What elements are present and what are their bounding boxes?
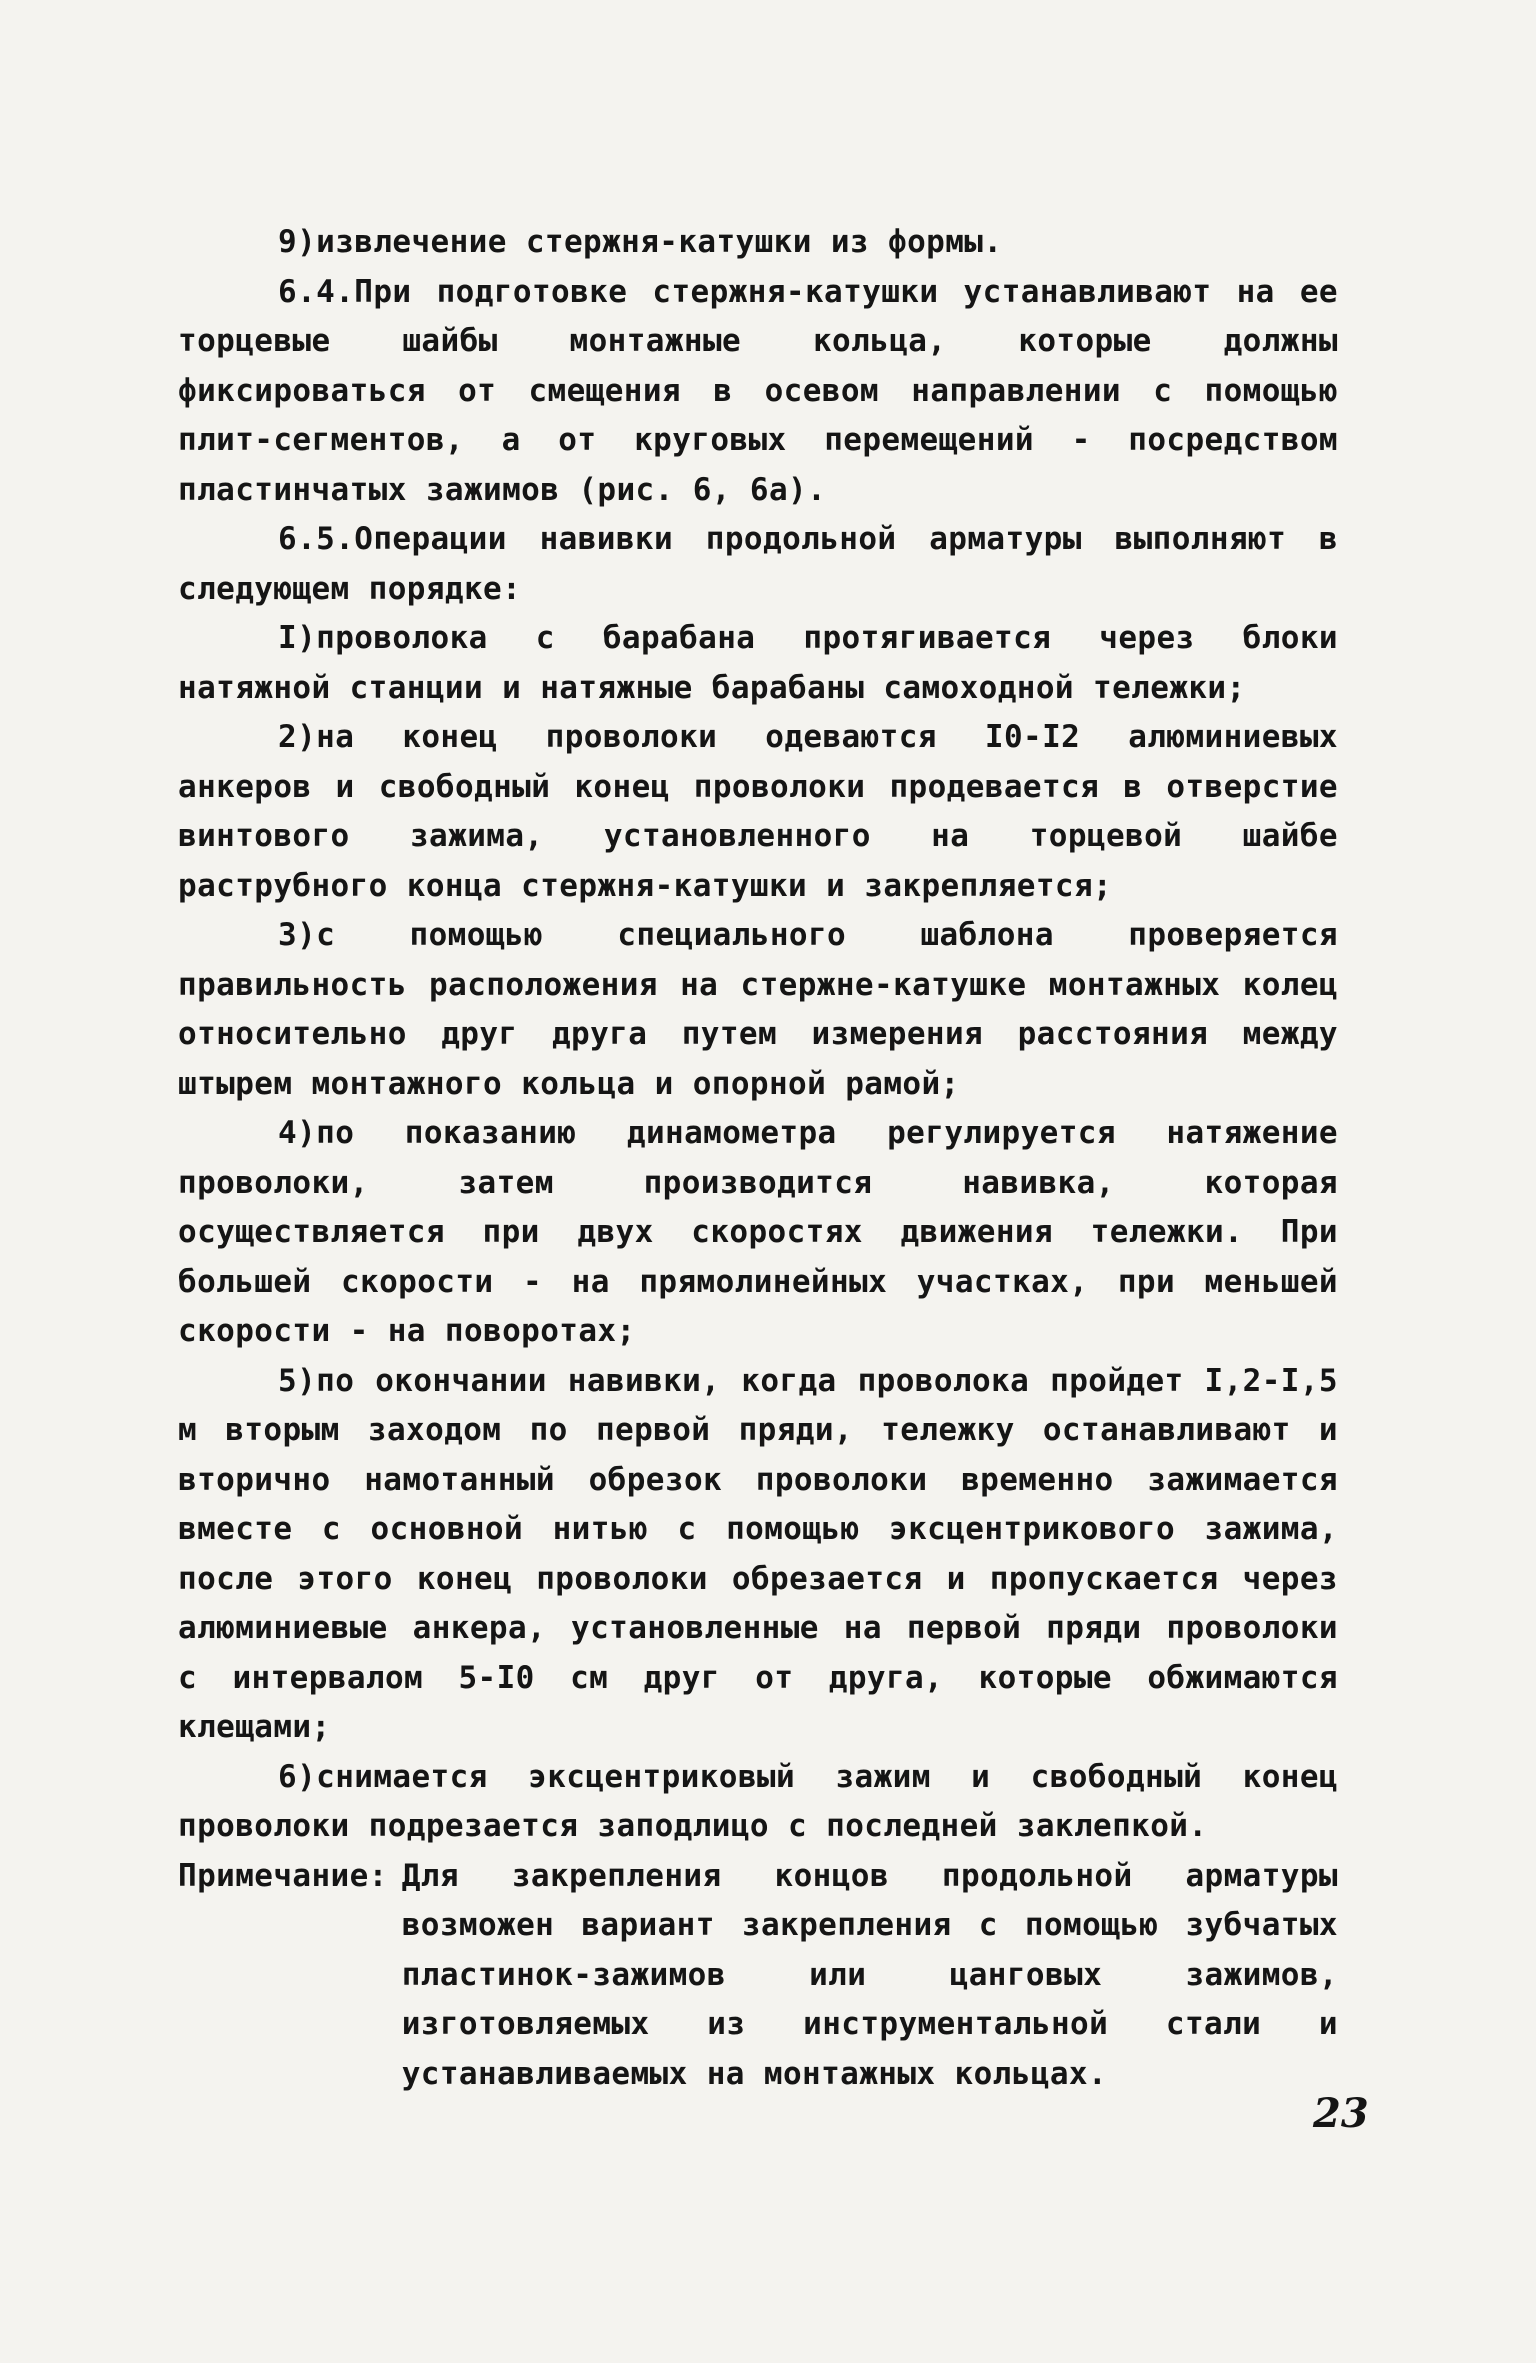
paragraph-step-2: 2)на конец проволоки одеваются I0-I2 алюминиевых анкеров и свободный конец проволоки продевается в отверстие винтового зажима, установленного на торцевой шайбе раструбного конца стержня-катушки и закрепляется; xyxy=(178,719,1338,904)
note-label: Примечание: xyxy=(178,1857,388,1894)
paragraph-step-1: I)проволока с барабана протягивается через блоки натяжной станции и натяжные барабаны самоходной тележки; xyxy=(178,620,1338,706)
paragraph-6-5: 6.5.Операции навивки продольной арматуры выполняют в следующем порядке: xyxy=(178,521,1338,607)
paragraph-6-4: 6.4.При подготовке стержня-катушки устанавливают на ее торцевые шайбы монтажные кольца, которые должны фиксироваться от смещения в осевом направлении с помощью плит-сегментов, а от круговых перемещений - посредством пластинчатых зажимов (рис. 6, 6а). xyxy=(178,273,1338,508)
paragraph-step-5: 5)по окончании навивки, когда проволока пройдет I,2-I,5 м вторым заходом по первой пряди, тележку останавливают и вторично намотанный обрезок проволоки временно зажимается вместе с основной нитью с помощью эксцентрикового зажима, после этого конец проволоки обрезается и пропускается через алюминиевые анкера, установленные на первой пряди проволоки с интервалом 5-I0 см друг от друга, которые обжимаются клещами; xyxy=(178,1362,1338,1745)
body-text xyxy=(178,218,1338,2099)
note xyxy=(178,1852,1338,2100)
paragraph-step-4: 4)по показанию динамометра регулируется натяжение проволоки, затем производится навивка, которая осуществляется при двух скоростях движения тележки. При большей скорости - на прямолинейных участках, при меньшей скорости - на поворотах; xyxy=(178,1115,1338,1349)
paragraph-step-9: 9)извлечение стержня-катушки из формы. xyxy=(278,224,1003,260)
paragraph-step-6: 6)снимается эксцентриковый зажим и свободный конец проволоки подрезается заподлицо с последней заклепкой. xyxy=(178,1758,1338,1844)
page-number: 23 xyxy=(1313,2090,1369,2137)
note-text: Для закрепления концов продольной арматуры возможен вариант закрепления с помощью зубчатых пластинок-зажимов или цанговых зажимов, изготовляемых из инструментальной стали и устанавливаемых на монтажных кольцах. xyxy=(401,1857,1338,2092)
paragraph-step-3: 3)с помощью специального шаблона проверяется правильность расположения на стержне-катушке монтажных колец относительно друг друга путем измерения расстояния между штырем монтажного кольца и опорной рамой; xyxy=(178,917,1338,1102)
